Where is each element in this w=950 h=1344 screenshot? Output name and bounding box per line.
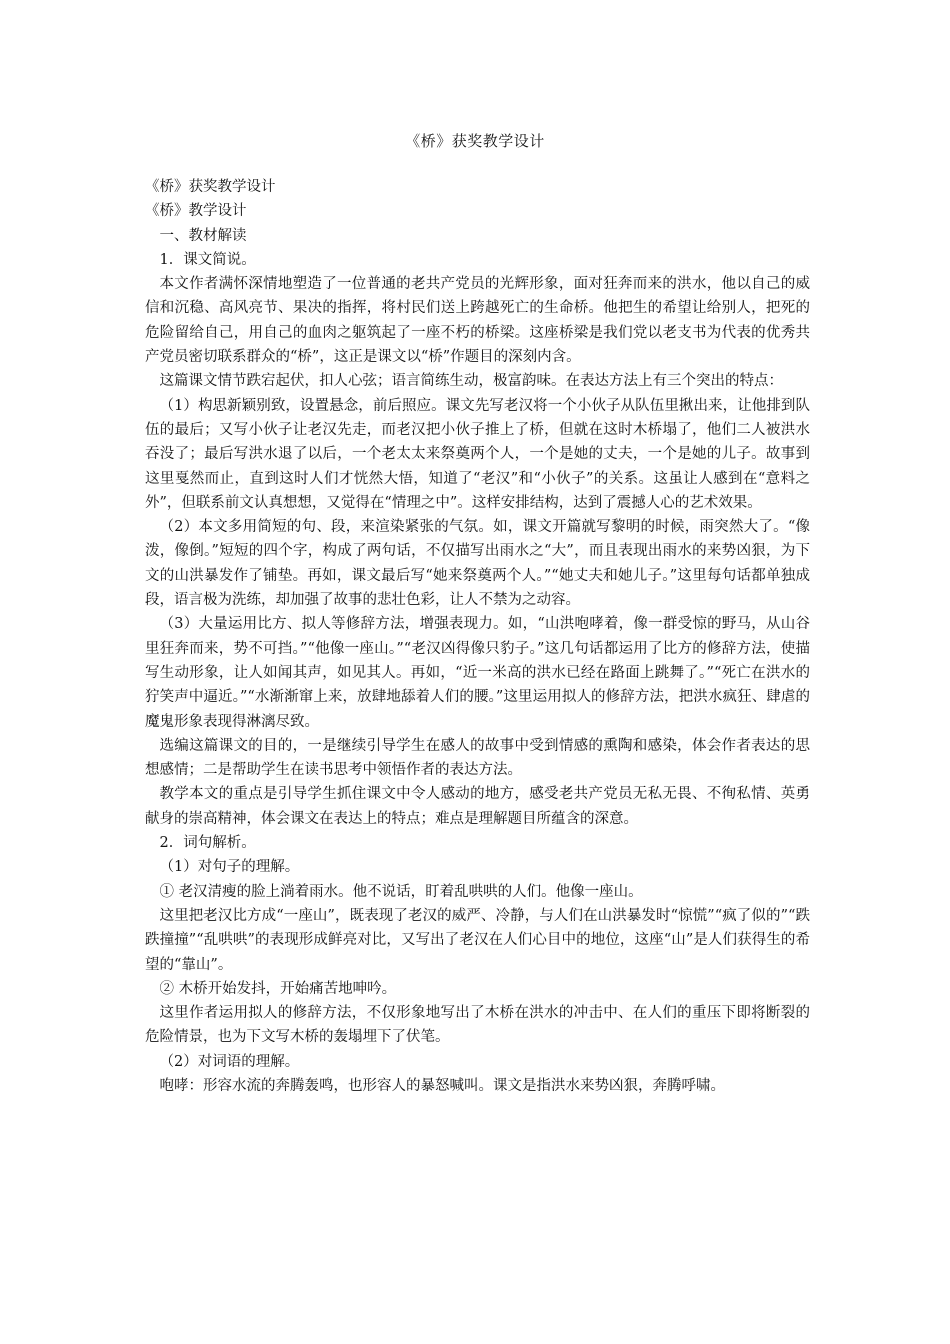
paragraph: （2）对词语的理解。 — [159, 1053, 300, 1070]
paragraph: 这里作者运用拟人的修辞方法，不仅形象地写出了木桥在洪水的冲击中、在人们的重压下即将断裂的危险情景，也为下文写木桥的轰塌埋下了伏笔。 — [145, 1005, 810, 1046]
paragraph: ① 老汉清瘦的脸上淌着雨水。他不说话，盯着乱哄哄的人们。他像一座山。 — [159, 883, 643, 900]
paragraph: 这里把老汉比方成“一座山”，既表现了老汉的威严、冷静，与人们在山洪暴发时“惊慌”“疯了似的”“跌跌撞撞”“乱哄哄”的表现形成鲜亮对比，又写出了老汉在人们心目中的地位，这座“山”是人们获得生的希望的“靠山”。 — [145, 907, 810, 973]
document-title: 《桥》获奖教学设计 — [405, 132, 545, 150]
paragraph: （2）本文多用简短的句、段，来渲染紧张的气氛。如，课文开篇就写黎明的时候，雨突然大了。“像泼，像倒。”短短的四个字，构成了两句话，不仅描写出雨水之“大”，而且表现出雨水的来势凶狠，为下文的山洪暴发作了铺垫。再如，课文最后写“她来祭奠两个人。”“她丈夫和她儿子。”这里每句话都单独成段，语言极为洗练，却加强了故事的悲壮色彩，让人不禁为之动容。 — [145, 519, 810, 609]
paragraph: 《桥》教学设计 — [145, 203, 247, 220]
paragraph: （1）对句子的理解。 — [159, 859, 300, 876]
document-body — [145, 175, 810, 1098]
paragraph: 这篇课文情节跌宕起伏，扣人心弦；语言简练生动，极富韵味。在表达方法上有三个突出的特点： — [159, 373, 783, 390]
paragraph: 本文作者满怀深情地塑造了一位普通的老共产党员的光辉形象，面对狂奔而来的洪水，他以自己的威信和沉稳、高风亮节、果决的指挥，将村民们送上跨越死亡的生命桥。他把生的希望让给别人，把死的危险留给自己，用自己的血肉之躯筑起了一座不朽的桥梁。这座桥梁是我们党以老支书为代表的优秀共产党员密切联系群众的“桥”，这正是课文以“桥”作题目的深刻内含。 — [145, 276, 810, 366]
paragraph: 2．词句解析。 — [159, 835, 256, 852]
paragraph: 1．课文简说。 — [159, 251, 256, 268]
paragraph: （3）大量运用比方、拟人等修辞方法，增强表现力。如，“山洪咆哮着，像一群受惊的野马，从山谷里狂奔而来，势不可挡。”“他像一座山。”“老汉凶得像只豹子。”这几句话都运用了比方的修辞方法，使描写生动形象，让人如闻其声，如见其人。再如，“近一米高的洪水已经在路面上跳舞了。”“死亡在洪水的狞笑声中逼近。”“水渐渐窜上来，放肆地舔着人们的腰。”这里运用拟人的修辞方法，把洪水疯狂、肆虐的魔鬼形象表现得淋漓尽致。 — [145, 616, 810, 730]
paragraph: ② 木桥开始发抖，开始痛苦地呻吟。 — [159, 980, 397, 997]
paragraph: 选编这篇课文的目的，一是继续引导学生在感人的故事中受到情感的熏陶和感染，体会作者表达的思想感情；二是帮助学生在读书思考中领悟作者的表达方法。 — [145, 737, 810, 779]
paragraph: （1）构思新颖别致，设置悬念，前后照应。课文先写老汉将一个小伙子从队伍里揪出来，让他排到队伍的最后；又写小伙子让老汉先走，而老汉把小伙子推上了桥，但就在这时木桥塌了，他们二人被洪水吞没了；最后写洪水退了以后，一个老太太来祭奠两个人，一个是她的丈夫，一个是她的儿子。故事到这里戛然而止，直到这时人们才恍然大悟，知道了“老汉”和“小伙子”的关系。这虽让人感到在“意料之外”，但联系前文认真想想，又觉得在“情理之中”。这样安排结构，达到了震撼人心的艺术效果。 — [145, 397, 810, 511]
paragraph: 一、教材解读 — [159, 227, 247, 244]
paragraph: 教学本文的重点是引导学生抓住课文中令人感动的地方，感受老共产党员无私无畏、不徇私情、英勇献身的崇高精神，体会课文在表达上的特点；难点是理解题目所蕴含的深意。 — [145, 786, 810, 827]
paragraph: 咆哮：形容水流的奔腾轰鸣，也形容人的暴怒喊叫。课文是指洪水来势凶狠，奔腾呼啸。 — [159, 1077, 725, 1094]
paragraph: 《桥》获奖教学设计 — [145, 179, 276, 195]
